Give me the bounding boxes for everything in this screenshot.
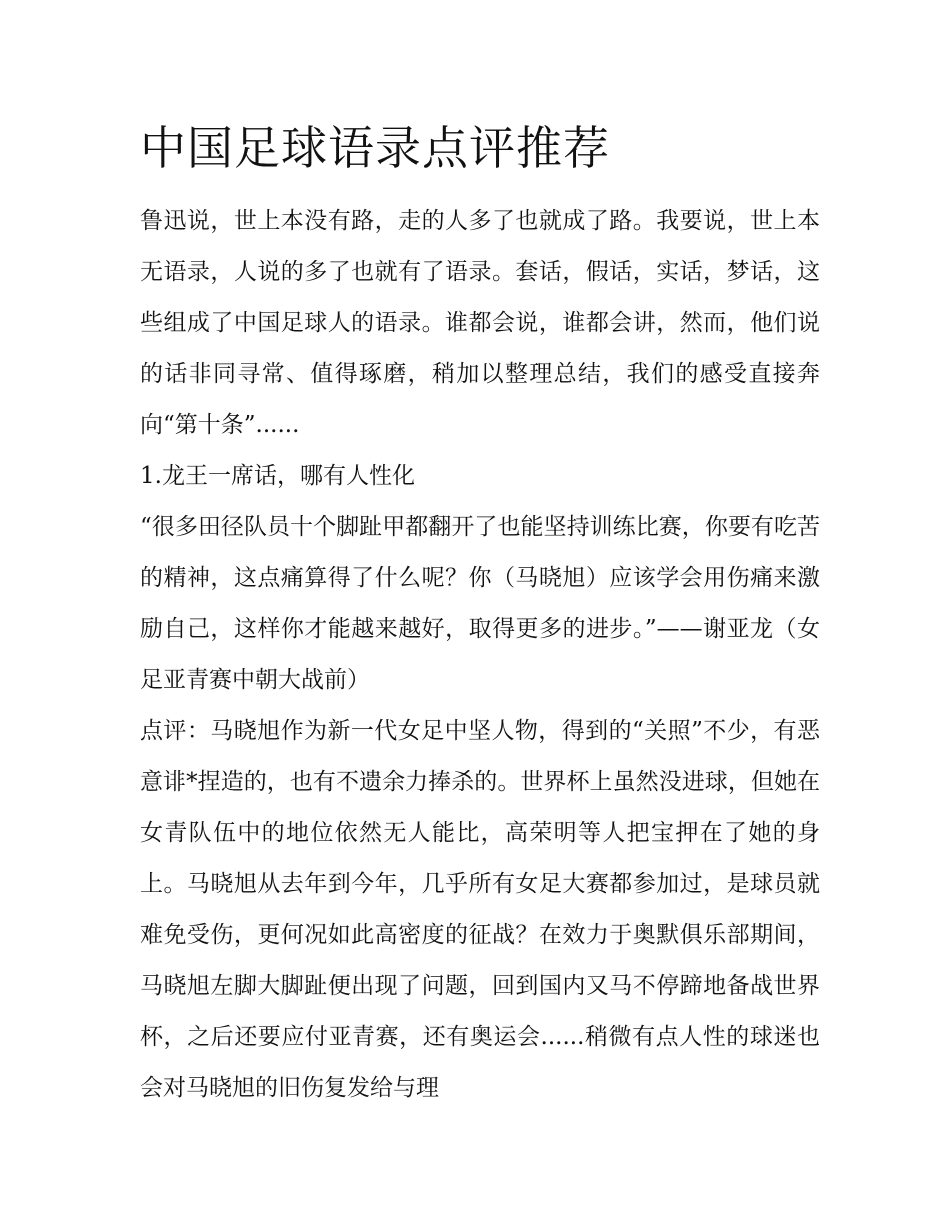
section-heading: 1.龙王一席话，哪有人性化 xyxy=(140,463,415,489)
comment-paragraph: 点评：马晓旭作为新一代女足中坚人物，得到的“关照”不少，有恶意诽*捏造的，也有不遗余力捧杀的。世界杯上虽然没进球，但她在女青队伍中的地位依然无人能比，高荣明等人把宝押在了她的身上。马晓旭从去年到今年，几乎所有女足大赛都参加过，是球员就难免受伤，更何况如此高密度的征战？在效力于奥默俱乐部期间，马晓旭左脚大脚趾便出现了问题，回到国内又马不停蹄地备战世界杯，之后还要应付亚青赛，还有奥运会......稍微有点人性的球迷也会对马晓旭的旧伤复发给与理 xyxy=(140,718,820,1101)
intro-paragraph: 鲁迅说，世上本没有路，走的人多了也就成了路。我要说，世上本无语录，人说的多了也就有了语录。套话，假话，实话，梦话，这些组成了中国足球人的语录。谁都会说，谁都会讲，然而，他们说的话非同寻常、值得琢磨，稍加以整理总结，我们的感受直接奔向“第十条”...... xyxy=(140,208,820,438)
quote-paragraph: “很多田径队员十个脚趾甲都翻开了也能坚持训练比赛，你要有吃苦的精神，这点痛算得了什么呢？你（马晓旭）应该学会用伤痛来激励自己，这样你才能越来越好，取得更多的进步。”——谢亚龙（女足亚青赛中朝大战前） xyxy=(140,514,820,693)
document-body xyxy=(140,118,820,1114)
document-title: 中国足球语录点评推荐 xyxy=(140,121,610,175)
